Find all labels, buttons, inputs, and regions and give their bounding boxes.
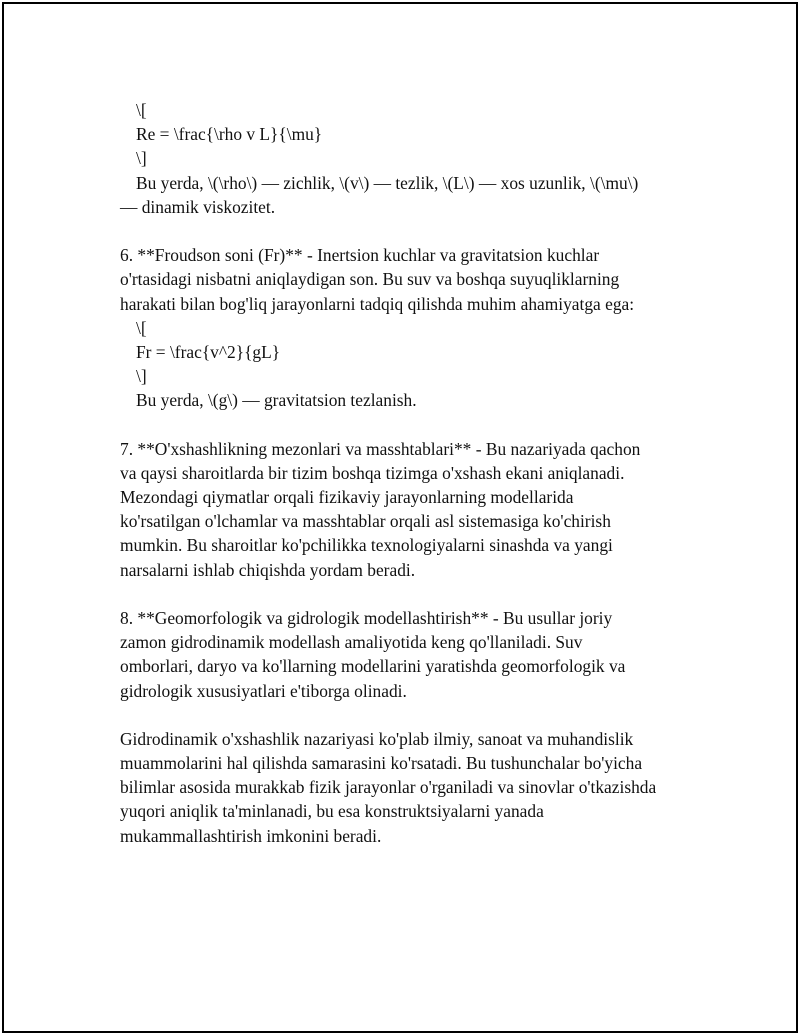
text-line: 8. **Geomorfologik va gidrologik modellashtirish** - Bu usullar joriy <box>120 607 613 628</box>
document-body <box>120 98 700 848</box>
text-line: — dinamik viskozitet. <box>120 196 276 217</box>
text-line: Bu yerda, \(g\) — gravitatsion tezlanish. <box>136 390 417 411</box>
text-line: narsalarni ishlab chiqishda yordam beradi. <box>120 559 416 580</box>
text-line: harakati bilan bog'liq jarayonlarni tadqiq qilishda muhim ahamiyatga ega: <box>120 293 635 314</box>
text-line: yuqori aniqlik ta'minlanadi, bu esa konstruktsiyalarni yanada <box>120 801 544 822</box>
text-line: \[ <box>136 317 147 338</box>
paragraph-spacer <box>120 412 700 436</box>
paragraph-spacer <box>120 703 700 727</box>
text-line: mukammallashtirish imkonini beradi. <box>120 825 382 846</box>
text-line: bilimlar asosida murakkab fizik jarayonlar o'rganiladi va sinovlar o'tkazishda <box>120 777 657 798</box>
text-line: Gidrodinamik o'xshashlik nazariyasi ko'plab ilmiy, sanoat va muhandislik <box>120 728 634 749</box>
text-line: gidrologik xususiyatlari e'tiborga olinadi. <box>120 680 407 701</box>
text-line: \] <box>136 366 147 387</box>
text-line: zamon gidrodinamik modellash amaliyotida keng qo'llaniladi. Suv <box>120 632 583 653</box>
text-line: o'rtasidagi nisbatni aniqlaydigan son. Bu suv va boshqa suyuqliklarning <box>120 269 620 290</box>
text-line: \] <box>136 148 147 169</box>
text-line: 6. **Froudson soni (Fr)** - Inertsion kuchlar va gravitatsion kuchlar <box>120 245 600 266</box>
text-line: Bu yerda, \(\rho\) — zichlik, \(v\) — tezlik, \(L\) — xos uzunlik, \(\mu\) <box>136 172 639 193</box>
text-line: va qaysi sharoitlarda bir tizim boshqa tizimga o'xshash ekani aniqlanadi. <box>120 462 625 483</box>
paragraph-spacer <box>120 219 700 243</box>
paragraph-spacer <box>120 582 700 606</box>
text-line: Fr = \frac{v^2}{gL} <box>136 341 281 362</box>
text-line: omborlari, daryo va ko'llarning modellarini yaratishda geomorfologik va <box>120 656 626 677</box>
text-line: mumkin. Bu sharoitlar ko'pchilikka texnologiyalarni sinashda va yangi <box>120 535 613 556</box>
text-line: \[ <box>136 100 147 120</box>
text-line: 7. **O'xshashlikning mezonlari va masshtablari** - Bu nazariyada qachon <box>120 438 641 459</box>
document-page <box>2 2 798 1033</box>
text-line: muammolarini hal qilishda samarasini ko'rsatadi. Bu tushunchalar bo'yicha <box>120 753 643 774</box>
text-line: Re = \frac{\rho v L}{\mu} <box>136 124 323 145</box>
text-line: Mezondagi qiymatlar orqali fizikaviy jarayonlarning modellarida <box>120 487 574 507</box>
text-line: ko'rsatilgan o'lchamlar va masshtablar orqali asl sistemasiga ko'chirish <box>120 511 611 532</box>
